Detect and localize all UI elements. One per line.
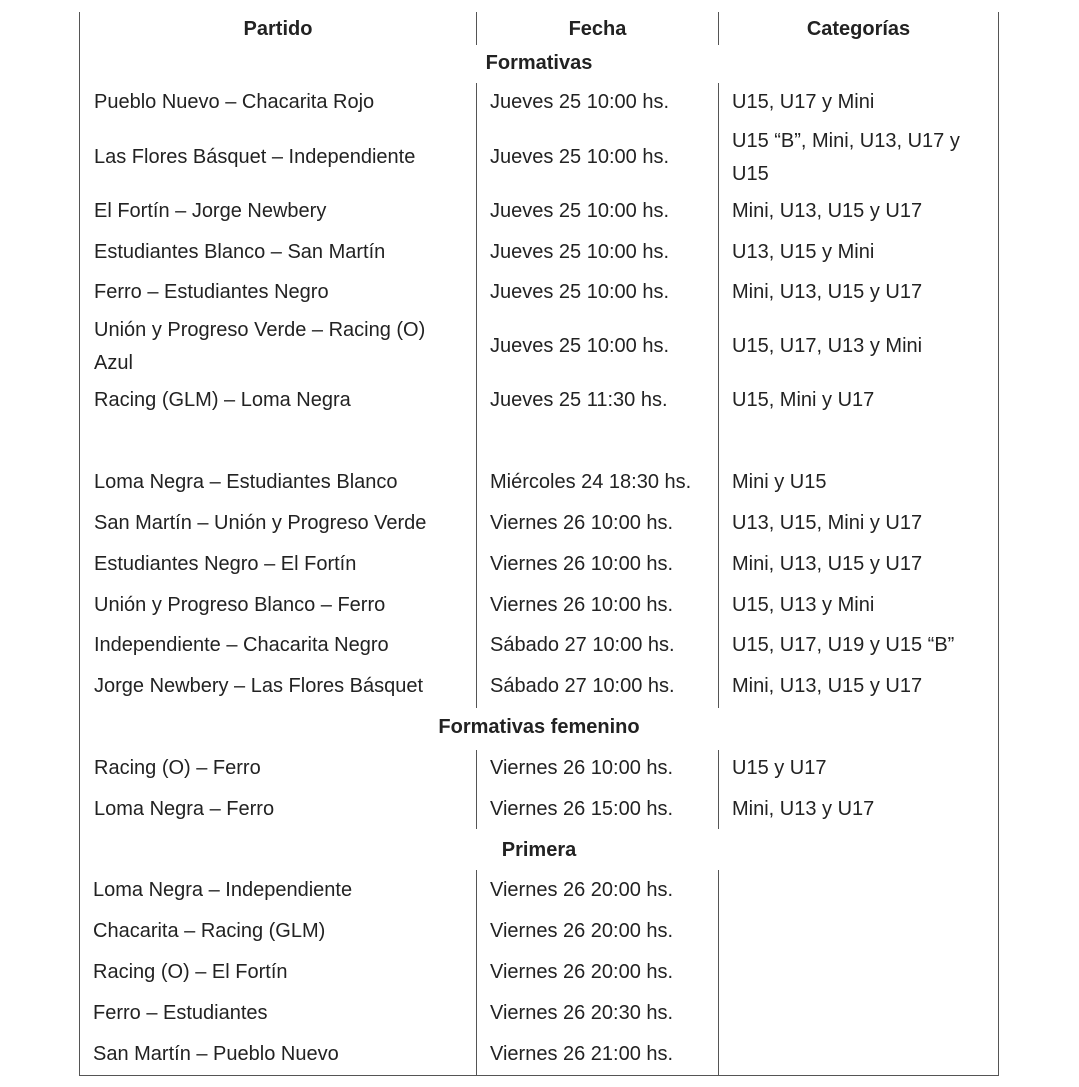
col-divider [718,83,719,708]
table-row-match: San Martín – Unión y Progreso Verde [94,512,427,534]
table-row-match: Loma Negra – Independiente [93,879,353,901]
table-row-match: El Fortín – Jorge Newbery [94,200,327,222]
table-row-match: Jorge Newbery – Las Flores Básquet [94,675,424,697]
col-divider [718,750,719,829]
table-row-date: Miércoles 24 18:30 hs. [490,471,692,493]
table-row-categories: U15, U13 y Mini [732,594,875,616]
table-row-date: Viernes 26 10:00 hs. [490,512,674,534]
table-row-categories: U13, U15, Mini y U17 [732,512,923,534]
table-row-date: Viernes 26 10:00 hs. [490,594,674,616]
header-date: Fecha [568,18,627,40]
table-border-right [998,12,999,1075]
table-row-date: Sábado 27 10:00 hs. [490,634,675,656]
table-row-date: Jueves 25 10:00 hs. [490,281,670,303]
table-row-date: Jueves 25 11:30 hs. [490,389,668,411]
table-row-match: Loma Negra – Estudiantes Blanco [94,471,398,493]
table-row-match: Loma Negra – Ferro [94,798,275,820]
table-row-categories: Mini, U13, U15 y U17 [732,281,923,303]
table-row-categories: U15, U17 y Mini [732,91,875,113]
table-row-match: Racing (O) – Ferro [94,757,261,779]
table-row-match: Estudiantes Negro – El Fortín [94,553,357,575]
col-divider [476,750,477,829]
table-row-date: Viernes 26 21:00 hs. [490,1043,674,1065]
col-divider [718,870,719,1075]
table-row-match: Unión y Progreso Verde – Racing (O) Azul [94,319,426,374]
table-row-categories: U15 y U17 [732,757,827,779]
table-row-date: Viernes 26 20:00 hs. [490,920,674,942]
table-row-match: Unión y Progreso Blanco – Ferro [94,594,386,616]
table-row-date: Jueves 25 10:00 hs. [490,200,670,222]
table-row-categories: U15, Mini y U17 [732,389,875,411]
table-row-date: Viernes 26 20:30 hs. [490,1002,674,1024]
table-border-left [79,12,80,1075]
section-title-primera: Primera [501,839,577,861]
table-row-match: Racing (GLM) – Loma Negra [94,389,351,411]
col-divider [476,870,477,1075]
table-row-categories: U15, U17, U13 y Mini [732,335,923,357]
header-match: Partido [243,18,313,40]
table-row-date: Jueves 25 10:00 hs. [490,335,670,357]
table-row-date: Viernes 26 10:00 hs. [490,553,674,575]
section-title-femenino: Formativas femenino [438,716,640,738]
table-row-categories: Mini y U15 [732,471,827,493]
section-title-formativas: Formativas [485,52,593,74]
table-row-date: Jueves 25 10:00 hs. [490,91,670,113]
table-row-match: Pueblo Nuevo – Chacarita Rojo [94,91,375,113]
table-row-categories: Mini, U13 y U17 [732,798,875,820]
table-row-categories: U13, U15 y Mini [732,241,875,263]
table-row-match: Chacarita – Racing (GLM) [93,920,326,942]
table-row-categories: Mini, U13, U15 y U17 [732,553,923,575]
table-row-date: Viernes 26 20:00 hs. [490,961,674,983]
table-row-date: Jueves 25 10:00 hs. [490,146,670,168]
table-row-categories: U15 “B”, Mini, U13, U17 y U15 [732,130,960,185]
table-row-match: Las Flores Básquet – Independiente [94,146,416,168]
table-row-match: San Martín – Pueblo Nuevo [93,1043,339,1065]
table-row-date: Jueves 25 10:00 hs. [490,241,670,263]
table-row-date: Sábado 27 10:00 hs. [490,675,675,697]
table-border-bottom [79,1075,999,1076]
table-row-categories: U15, U17, U19 y U15 “B” [732,634,955,656]
col-divider [476,83,477,708]
table-row-categories: Mini, U13, U15 y U17 [732,200,923,222]
table-row-match: Racing (O) – El Fortín [93,961,288,983]
table-row-date: Viernes 26 20:00 hs. [490,879,674,901]
table-row-match: Independiente – Chacarita Negro [94,634,389,656]
table-row-date: Viernes 26 10:00 hs. [490,757,674,779]
table-row-date: Viernes 26 15:00 hs. [490,798,674,820]
table-row-match: Ferro – Estudiantes Negro [94,281,329,303]
table-row-match: Estudiantes Blanco – San Martín [94,241,386,263]
header-categories: Categorías [806,18,911,40]
table-row-match: Ferro – Estudiantes [93,1002,268,1024]
table-row-categories: Mini, U13, U15 y U17 [732,675,923,697]
